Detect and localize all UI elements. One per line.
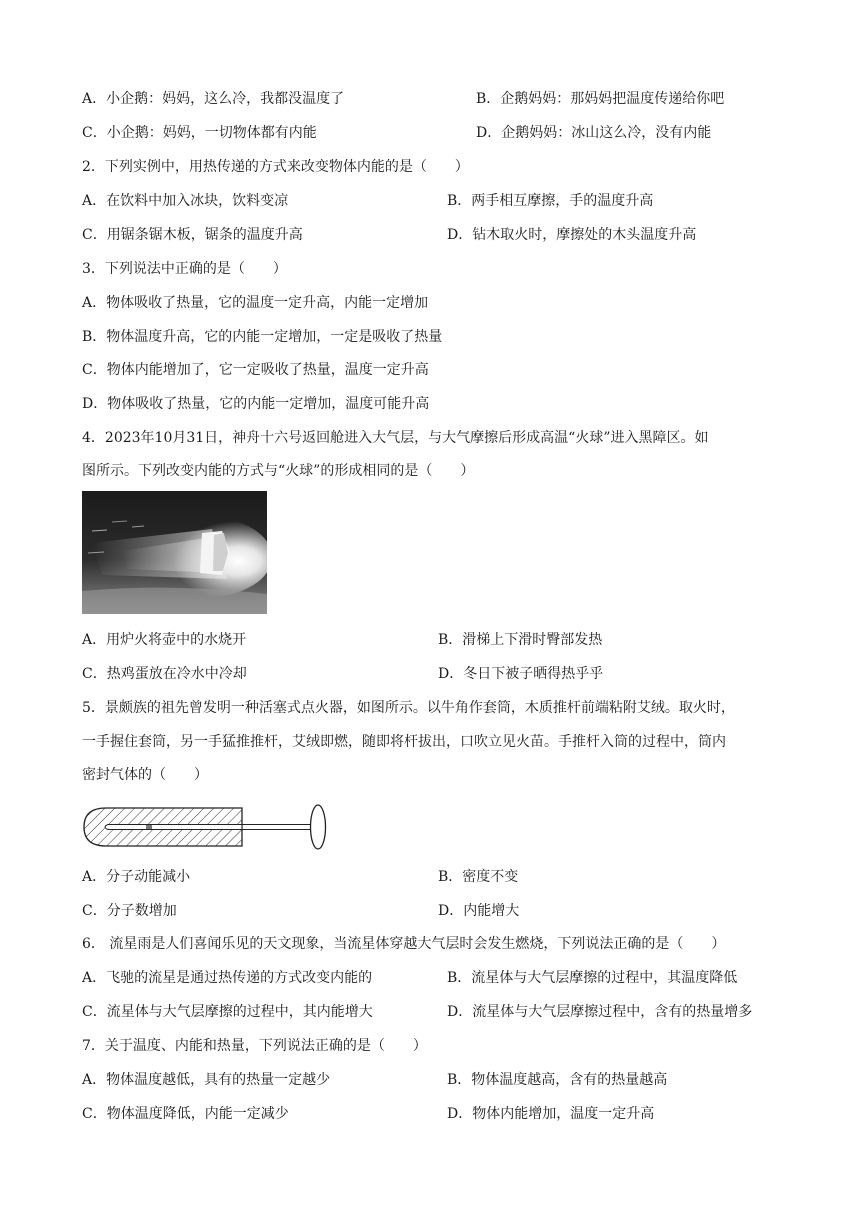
- q4-option-b: B．滑梯上下滑时臀部发热: [438, 632, 603, 648]
- q3-stem: 3．下列说法中正确的是（ ）: [82, 261, 287, 277]
- q4-option-c: C．热鸡蛋放在冷水中冷却: [82, 666, 247, 682]
- q5-option-c: C．分子数增加: [82, 903, 177, 919]
- q3-option-d: D．物体吸收了热量，它的内能一定增加，温度可能升高: [82, 396, 430, 412]
- q6-option-c: C．流星体与大气层摩擦的过程中，其内能增大: [82, 1004, 373, 1020]
- q2-option-b: B．两手相互摩擦，手的温度升高: [447, 193, 654, 209]
- q7-option-c: C．物体温度降低，内能一定减少: [82, 1106, 289, 1122]
- q7-option-b: B．物体温度越高，含有的热量越高: [447, 1072, 668, 1088]
- q5-stem-line2: 一手握住套筒，另一手猛推推杆，艾绒即燃，随即将杆拔出，口吹立见火苗。手推杆入筒的过程中，筒内: [82, 734, 726, 750]
- q1-option-a: A．小企鹅：妈妈，这么冷，我都没温度了: [82, 91, 345, 107]
- q5-stem-line1: 5．景颇族的祖先曾发明一种活塞式点火器，如图所示。以牛角作套筒，木质推杆前端粘附艾绒。取火时，: [82, 700, 735, 716]
- q4-stem-line2: 图所示。下列改变内能的方式与“火球”的形成相同的是（ ）: [82, 463, 475, 479]
- reentry-capsule-photo: [82, 491, 267, 614]
- q5-option-a: A．分子动能减小: [82, 869, 191, 885]
- q4-stem-line1: 4．2023年10月31日，神舟十六号返回舱进入大气层，与大气摩擦后形成高温“火球”进入黑障区。如: [82, 430, 709, 446]
- q2-option-c: C．用锯条锯木板，锯条的温度升高: [82, 227, 303, 243]
- q2-stem: 2．下列实例中，用热传递的方式来改变物体内能的是（ ）: [82, 159, 469, 175]
- q4-option-d: D．冬日下被子晒得热乎乎: [438, 666, 604, 682]
- q3-option-b: B．物体温度升高，它的内能一定增加，一定是吸收了热量: [82, 329, 443, 345]
- q1-option-d: D．企鹅妈妈：冰山这么冷，没有内能: [476, 125, 712, 141]
- q7-option-d: D．物体内能增加，温度一定升高: [447, 1106, 655, 1122]
- q6-stem: 6． 流星雨是人们喜闻乐见的天文现象，当流星体穿越大气层时会发生燃烧，下列说法正确的是（ ）: [82, 936, 726, 952]
- q6-option-b: B．流星体与大气层摩擦的过程中，其温度降低: [447, 970, 738, 986]
- q4-option-a: A．用炉火将壶中的水烧开: [82, 632, 247, 648]
- q2-option-d: D．钻木取火时，摩擦处的木头温度升高: [447, 227, 697, 243]
- q2-option-a: A．在饮料中加入冰块，饮料变凉: [82, 193, 289, 209]
- piston-fire-starter-diagram: [82, 801, 332, 855]
- q7-option-a: A．物体温度越低，具有的热量一定越少: [82, 1072, 331, 1088]
- q5-option-d: D．内能增大: [438, 903, 520, 919]
- q6-option-a: A．飞驰的流星是通过热传递的方式改变内能的: [82, 970, 373, 986]
- q1-option-c: C．小企鹅：妈妈，一切物体都有内能: [82, 125, 317, 141]
- q6-option-d: D．流星体与大气层摩擦过程中，含有的热量增多: [447, 1004, 753, 1020]
- q7-stem: 7．关于温度、内能和热量，下列说法正确的是（ ）: [82, 1038, 427, 1054]
- q5-option-b: B．密度不变: [438, 869, 519, 885]
- q5-stem-line3: 密封气体的（ ）: [82, 767, 208, 783]
- q1-option-b: B．企鹅妈妈：那妈妈把温度传递给你吧: [476, 91, 725, 107]
- q3-option-c: C．物体内能增加了，它一定吸收了热量，温度一定升高: [82, 362, 429, 378]
- q3-option-a: A．物体吸收了热量，它的温度一定升高，内能一定增加: [82, 295, 429, 311]
